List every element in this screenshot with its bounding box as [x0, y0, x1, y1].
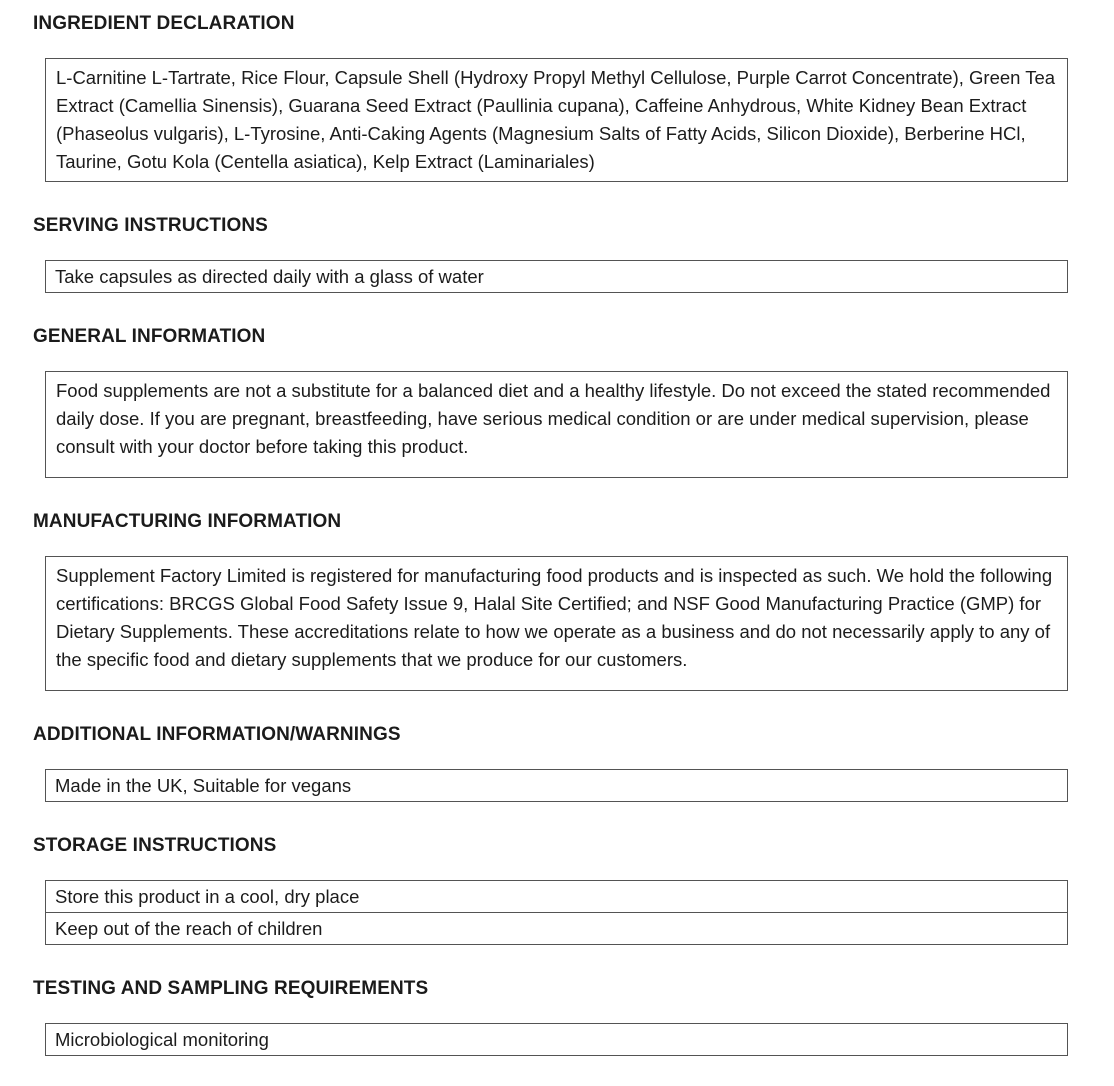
storage-instruction-row-2: Keep out of the reach of children — [46, 912, 1067, 944]
ingredient-declaration-heading: INGREDIENT DECLARATION — [33, 13, 295, 34]
serving-instructions-text: Take capsules as directed daily with a glass of water — [55, 266, 484, 287]
testing-and-sampling-requirements-text: Microbiological monitoring — [55, 1029, 269, 1050]
section-manufacturing-information — [33, 510, 1068, 691]
section-additional-information-warnings — [33, 723, 1068, 802]
testing-and-sampling-requirements-heading: TESTING AND SAMPLING REQUIREMENTS — [33, 978, 429, 999]
section-testing-and-sampling-requirements — [33, 977, 1068, 1056]
testing-and-sampling-requirements-box — [45, 1023, 1068, 1056]
general-information-heading: GENERAL INFORMATION — [33, 326, 266, 347]
storage-instruction-row-1: Store this product in a cool, dry place — [55, 886, 360, 907]
manufacturing-information-heading: MANUFACTURING INFORMATION — [33, 511, 342, 532]
section-general-information — [33, 325, 1068, 478]
general-information-box — [45, 371, 1068, 478]
additional-information-warnings-heading: ADDITIONAL INFORMATION/WARNINGS — [33, 724, 401, 745]
section-serving-instructions — [33, 214, 1068, 293]
section-storage-instructions — [33, 834, 1068, 945]
ingredient-declaration-text: L-Carnitine L-Tartrate, Rice Flour, Capsule Shell (Hydroxy Propyl Methyl Cellulose, Purple Carrot Concentrate), Green Tea Extract (Camellia Sinensis), Guarana Seed Extract (Paullinia cupana), Caffeine Anhydrous, White Kidney Bean Extract (Phaseolus vulgaris), L-Tyrosine, Anti-Caking Agents (Magnesium Salts of Fatty Acids, Silicon Dioxide), Berberine HCl, Taurine, Gotu Kola (Centella asiatica), Kelp Extract (Laminariales) — [56, 67, 1056, 172]
ingredient-declaration-box — [45, 58, 1068, 182]
storage-instructions-box — [45, 880, 1068, 945]
manufacturing-information-box — [45, 556, 1068, 691]
additional-information-warnings-text: Made in the UK, Suitable for vegans — [55, 775, 352, 796]
manufacturing-information-text: Supplement Factory Limited is registered for manufacturing food products and is inspected as such. We hold the following certifications: BRCGS Global Food Safety Issue 9, Halal Site Certified; and NSF Good Manufacturing Practice (GMP) for Dietary Supplements. These accreditations relate to how we operate as a business and do not necessarily apply to any of the specific food and dietary supplements that we produce for our customers. — [56, 565, 1053, 670]
serving-instructions-heading: SERVING INSTRUCTIONS — [33, 215, 268, 236]
storage-instructions-heading: STORAGE INSTRUCTIONS — [33, 835, 277, 856]
section-ingredient-declaration — [33, 12, 1068, 182]
general-information-text: Food supplements are not a substitute for a balanced diet and a healthy lifestyle. Do not exceed the stated recommended daily dose. If you are pregnant, breastfeeding, have serious medical condition or are under medical supervision, please consult with your doctor before taking this product. — [56, 380, 1051, 457]
additional-information-warnings-box — [45, 769, 1068, 802]
serving-instructions-box — [45, 260, 1068, 293]
